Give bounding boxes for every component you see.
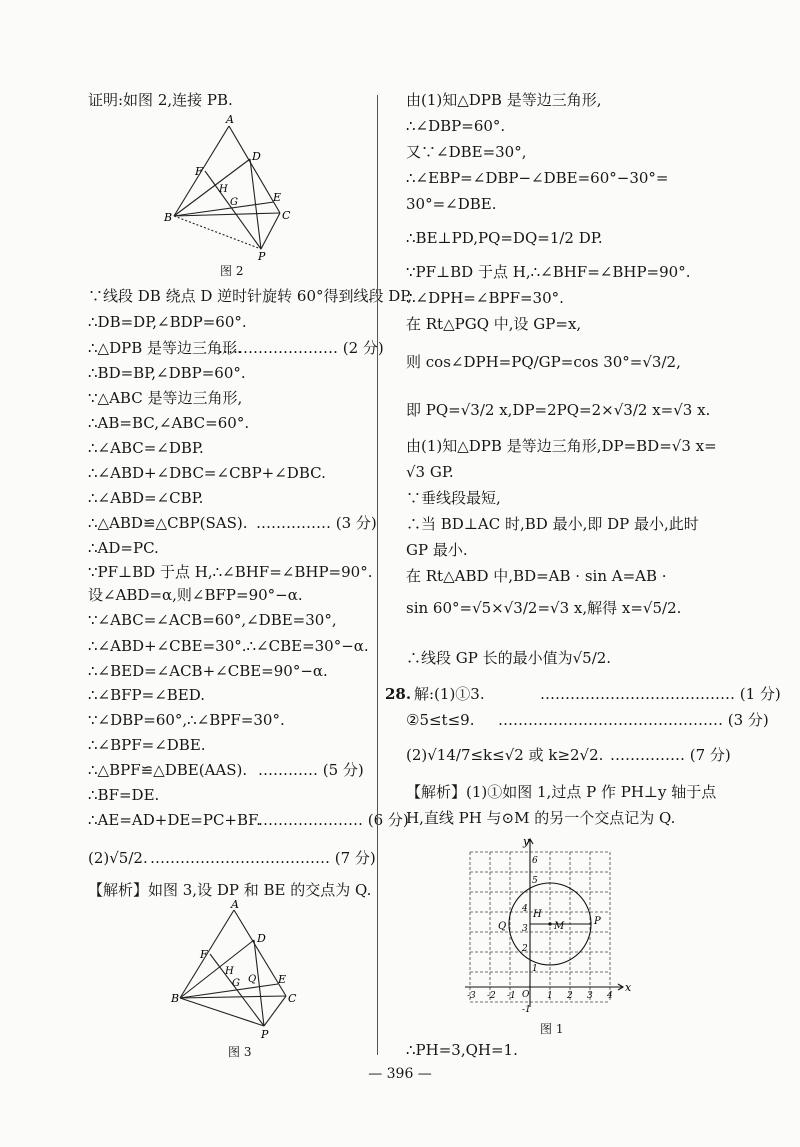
figure-3-caption: 图 3 [228, 1045, 252, 1059]
svg-text:3: 3 [587, 991, 593, 1001]
left-line-8: ∴∠ABD+∠DBC=∠CBP+∠DBC. [88, 464, 326, 482]
q28-part2: (2)√14/7≤k≤√2 或 k≥2√2. [406, 746, 604, 764]
svg-text:G: G [232, 978, 240, 989]
svg-text:A: A [226, 113, 234, 126]
column-divider [377, 95, 378, 1055]
right-line-1: ∴∠DBP=60°. [406, 117, 506, 135]
svg-text:Q: Q [248, 974, 257, 985]
svg-text:x: x [625, 981, 632, 994]
svg-text:E: E [278, 973, 287, 986]
svg-text:B: B [164, 211, 173, 224]
svg-text:O: O [522, 990, 530, 1000]
figure-1-coordinate-grid [460, 832, 640, 1022]
left-line-2: ∴DB=DP,∠BDP=60°. [88, 313, 247, 331]
svg-text:C: C [288, 992, 297, 1005]
left-line-9: ∴∠ABD=∠CBP. [88, 489, 204, 507]
right-line-15: GP 最小. [406, 541, 468, 559]
svg-text:H: H [219, 184, 228, 195]
question-28-number: 28. [385, 685, 412, 703]
svg-text:-1: -1 [522, 1005, 531, 1015]
left-line-18: ∵∠DBP=60°,∴∠BPF=30°. [88, 711, 285, 729]
score-3-right: ……………………………………… (3 分) [498, 711, 769, 729]
svg-text:A: A [231, 898, 239, 911]
left-line-14: ∵∠ABC=∠ACB=60°,∠DBE=30°, [88, 611, 337, 629]
q28-analysis-2: H,直线 PH 与⊙M 的另一个交点记为 Q. [406, 809, 676, 827]
svg-text:3: 3 [522, 924, 528, 934]
left-line-5: ∵△ABC 是等边三角形, [88, 389, 243, 407]
proof-start: 证明:如图 2,连接 PB. [88, 91, 233, 109]
left-line-21: ∴BF=DE. [88, 786, 160, 804]
svg-text:C: C [282, 209, 291, 222]
score-6: ………………… (6 分) [258, 811, 409, 829]
right-line-11: 由(1)知△DPB 是等边三角形,DP=BD=√3 x= [406, 437, 717, 455]
page-number: — 396 — [368, 1066, 432, 1082]
left-line-16: ∴∠BED=∠ACB+∠CBE=90°−α. [88, 662, 328, 680]
svg-text:M: M [554, 921, 565, 932]
left-line-7: ∴∠ABC=∠DBP. [88, 439, 204, 457]
right-line-6: ∵PF⊥BD 于点 H,∴∠BHF=∠BHP=90°. [406, 263, 691, 281]
svg-text:2: 2 [522, 944, 528, 954]
left-line-17: ∴∠BFP=∠BED. [88, 686, 206, 704]
svg-text:P: P [261, 1028, 269, 1041]
svg-text:1: 1 [547, 991, 553, 1001]
svg-text:D: D [252, 150, 261, 163]
svg-text:E: E [273, 191, 282, 204]
right-line-7: ∴∠DPH=∠BPF=30°. [406, 289, 564, 307]
svg-text:D: D [257, 932, 266, 945]
svg-text:Q: Q [498, 921, 507, 932]
right-line-13: ∵垂线段最短, [406, 489, 501, 507]
score-7-right: …………… (7 分) [610, 746, 731, 764]
left-line-13: 设∠ABD=α,则∠BFP=90°−α. [88, 586, 303, 604]
svg-text:H: H [225, 966, 234, 977]
svg-text:P: P [594, 916, 601, 927]
right-line-17: sin 60°=√5×√3/2=√3 x,解得 x=√5/2. [406, 599, 682, 617]
left-line-11: ∴AD=PC. [88, 539, 159, 557]
svg-text:F: F [195, 165, 203, 178]
figure-3-triangle [168, 898, 308, 1043]
right-line-4: 30°=∠DBE. [406, 195, 497, 213]
left-line-12: ∵PF⊥BD 于点 H,∴∠BHF=∠BHP=90°. [88, 563, 373, 581]
svg-text:4: 4 [607, 991, 613, 1001]
left-line-4: ∴BD=BP,∠DBP=60°. [88, 364, 246, 382]
svg-text:B: B [171, 992, 180, 1005]
svg-text:y: y [523, 835, 530, 848]
right-line-16: 在 Rt△ABD 中,BD=AB · sin A=AB · [406, 567, 667, 585]
svg-text:6: 6 [532, 856, 538, 866]
svg-text:H: H [533, 909, 542, 920]
left-line-1: ∵线段 DB 绕点 D 逆时针旋转 60°得到线段 DP, [88, 287, 413, 305]
q28-part1-2: ②5≤t≤9. [406, 711, 475, 729]
q28-analysis: 【解析】(1)①如图 1,过点 P 作 PH⊥y 轴于点 [406, 783, 717, 801]
right-line-14: ∴当 BD⊥AC 时,BD 最小,即 DP 最小,此时 [406, 515, 699, 533]
right-line-18: ∴线段 GP 长的最小值为√5/2. [406, 649, 612, 667]
score-2: …………………… (2 分) [218, 339, 384, 357]
right-line-9: 则 cos∠DPH=PQ/GP=cos 30°=√3/2, [406, 353, 681, 371]
left-line-22: ∴AE=AD+DE=PC+BF. [88, 811, 261, 829]
right-line-10: 即 PQ=√3/2 x,DP=2PQ=2×√3/2 x=√3 x. [406, 401, 711, 419]
left-line-10: ∴△ABD≌△CBP(SAS). [88, 514, 248, 532]
q28-part1: 解:(1)①3. [414, 685, 485, 703]
part-2-answer: (2)√5/2. [88, 849, 148, 867]
analysis-intro: 【解析】如图 3,设 DP 和 BE 的交点为 Q. [88, 881, 372, 899]
svg-text:F: F [200, 948, 208, 961]
right-line-2: 又∵∠DBE=30°, [406, 143, 527, 161]
svg-text:2: 2 [567, 991, 573, 1001]
figure-2-triangle [160, 112, 300, 262]
svg-text:P: P [258, 250, 266, 262]
right-final-line: ∴PH=3,QH=1. [406, 1041, 518, 1059]
svg-text:1: 1 [532, 964, 538, 974]
left-line-6: ∴AB=BC,∠ABC=60°. [88, 414, 250, 432]
svg-text:-1: -1 [507, 991, 516, 1001]
figure-1-caption: 图 1 [540, 1022, 564, 1036]
svg-text:-3: -3 [467, 991, 476, 1001]
score-1: ………………………………… (1 分) [540, 685, 781, 703]
right-line-8: 在 Rt△PGQ 中,设 GP=x, [406, 315, 582, 333]
score-3: …………… (3 分) [256, 514, 377, 532]
svg-text:-2: -2 [487, 991, 496, 1001]
left-line-3: ∴△DPB 是等边三角形. [88, 339, 242, 357]
right-line-12: √3 GP. [406, 463, 454, 481]
score-7-left: ……………………………… (7 分) [150, 849, 376, 867]
right-line-3: ∴∠EBP=∠DBP−∠DBE=60°−30°= [406, 169, 669, 187]
left-line-15: ∴∠ABD+∠CBE=30°.∴∠CBE=30°−α. [88, 637, 369, 655]
svg-text:G: G [230, 197, 238, 208]
left-line-20: ∴△BPF≌△DBE(AAS). [88, 761, 248, 779]
svg-text:4: 4 [522, 904, 528, 914]
svg-text:5: 5 [532, 876, 538, 886]
right-line-5: ∴BE⊥PD,PQ=DQ=1/2 DP. [406, 229, 603, 247]
score-5: ………… (5 分) [258, 761, 364, 779]
figure-2-caption: 图 2 [220, 264, 244, 278]
left-line-19: ∴∠BPF=∠DBE. [88, 736, 206, 754]
right-line-0: 由(1)知△DPB 是等边三角形, [406, 91, 602, 109]
